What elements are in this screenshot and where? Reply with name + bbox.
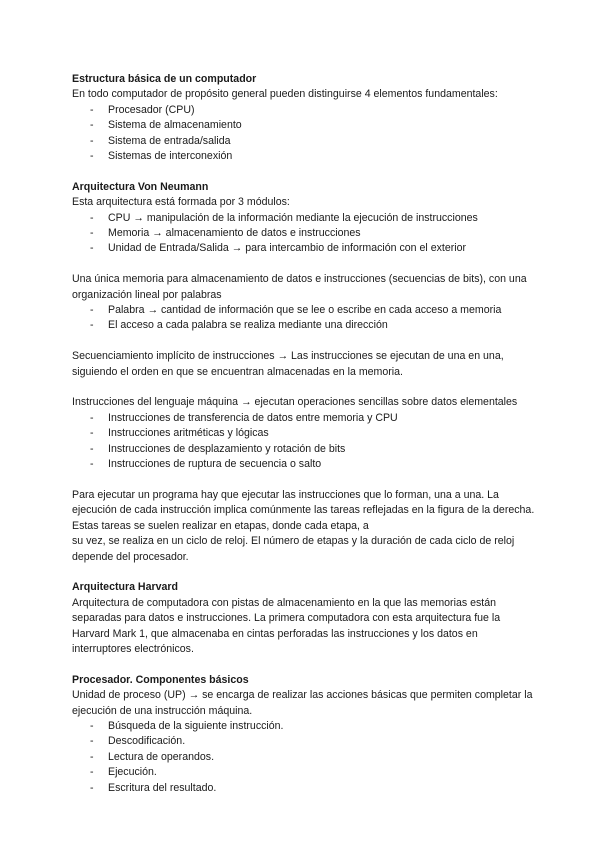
list-item: - El acceso a cada palabra se realiza mediante una dirección bbox=[72, 318, 540, 333]
section-heading: Estructura básica de un computador bbox=[72, 73, 257, 85]
list-item: - Descodificación. bbox=[72, 734, 540, 749]
list-item: - Procesador (CPU) bbox=[72, 103, 540, 118]
list-item: - Sistemas de interconexión bbox=[72, 149, 540, 164]
paragraph: Arquitectura de computadora con pistas de almacenamiento en la que las memorias están separadas para datos e instrucciones. La primera computadora con esta arquitectura fue la Harvard Mark 1, que almacenaba en cintas perforadas las instrucciones y los datos en interruptores electrónicos. bbox=[72, 596, 501, 655]
list-item: - Instrucciones aritméticas y lógicas bbox=[72, 426, 540, 441]
paragraph: Instrucciones del lenguaje máquina → ejecutan operaciones sencillas sobre datos elementales bbox=[72, 396, 518, 409]
section-procesador bbox=[72, 673, 540, 796]
list-item: - Ejecución. bbox=[72, 765, 540, 780]
list-item: - Instrucciones de ruptura de secuencia o salto bbox=[72, 457, 540, 472]
bullet-list bbox=[72, 211, 540, 257]
list-item: - Unidad de Entrada/Salida → para intercambio de información con el exterior bbox=[72, 241, 540, 256]
section-estructura-basica bbox=[72, 72, 540, 164]
section-von-neumann bbox=[72, 180, 540, 565]
section-heading: Procesador. Componentes básicos bbox=[72, 673, 249, 686]
list-item: - Lectura de operandos. bbox=[72, 750, 540, 765]
list-item: - Búsqueda de la siguiente instrucción. bbox=[72, 719, 540, 734]
list-item: - Palabra → cantidad de información que se lee o escribe en cada acceso a memoria bbox=[72, 303, 540, 318]
list-item: - CPU → manipulación de la información mediante la ejecución de instrucciones bbox=[72, 211, 540, 226]
bullet-list bbox=[72, 303, 540, 334]
bullet-list bbox=[72, 411, 540, 473]
paragraph: En todo computador de propósito general pueden distinguirse 4 elementos fundamentales: bbox=[72, 88, 498, 101]
paragraph: Una única memoria para almacenamiento de datos e instrucciones (secuencias de bits), con una organización lineal por palabras bbox=[72, 273, 527, 301]
list-item: - Instrucciones de desplazamiento y rotación de bits bbox=[72, 442, 540, 457]
paragraph: Unidad de proceso (UP) → se encarga de realizar las acciones básicas que permiten completar la ejecución de una instrucción máquina. bbox=[72, 689, 533, 717]
section-heading: Arquitectura Harvard bbox=[72, 581, 178, 594]
bullet-list bbox=[72, 719, 540, 796]
section-harvard bbox=[72, 580, 540, 657]
list-item: - Sistema de almacenamiento bbox=[72, 118, 540, 133]
paragraph: Para ejecutar un programa hay que ejecutar las instrucciones que lo forman, una a una. La ejecución de cada instrucción implica comúnmente las tareas reflejadas en la figura de la derecha. Estas tareas se suelen realizar en etapas, donde cada etapa, a bbox=[72, 488, 535, 532]
section-heading: Arquitectura Von Neumann bbox=[72, 180, 209, 193]
paragraph: su vez, se realiza en un ciclo de reloj. El número de etapas y la duración de cada ciclo de reloj depende del procesador. bbox=[72, 535, 515, 563]
bullet-list bbox=[72, 103, 540, 165]
list-item: - Sistema de entrada/salida bbox=[72, 134, 540, 149]
paragraph: Esta arquitectura está formada por 3 módulos: bbox=[72, 196, 290, 209]
list-item: - Memoria → almacenamiento de datos e instrucciones bbox=[72, 226, 540, 241]
paragraph: Secuenciamiento implícito de instrucciones → Las instrucciones se ejecutan de una en una, siguiendo el orden en que se encuentran almacenadas en la memoria. bbox=[72, 350, 504, 378]
list-item: - Instrucciones de transferencia de datos entre memoria y CPU bbox=[72, 411, 540, 426]
list-item: - Escritura del resultado. bbox=[72, 781, 540, 796]
